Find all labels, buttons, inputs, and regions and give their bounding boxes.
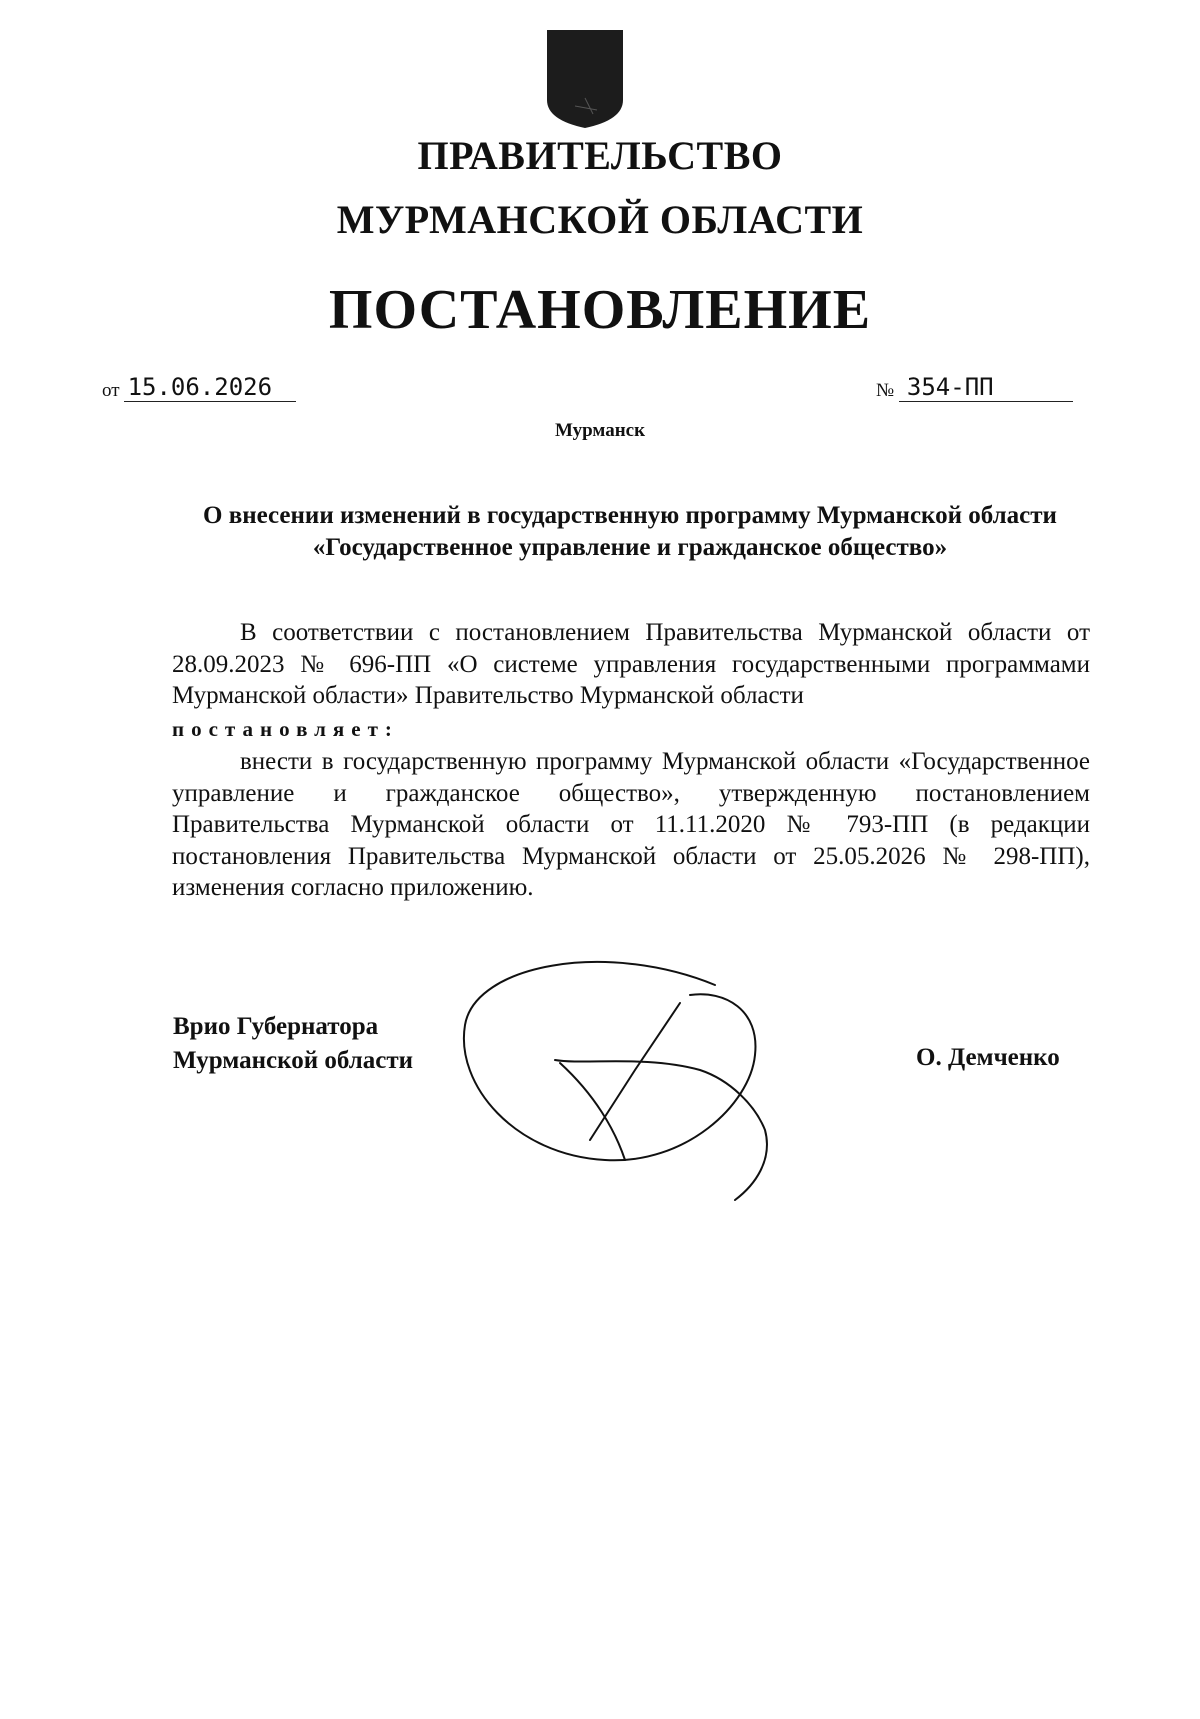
body-paragraph-2: внести в государственную программу Мурманской области «Государственное управление и гражданское общество», утвержденную постановлением Правительства Мурманской области от 11.11.2020 № 793-ПП (в редакции постановления Правительства Мурманской области от 25.05.2026 № 298-ПП), изменения согласно приложению.	[172, 748, 1090, 901]
signer-position	[173, 1010, 413, 1078]
signer-position-line1: Врио Губернатора	[173, 1013, 379, 1040]
body-paragraph-1: В соответствии с постановлением Правительства Мурманской области от 28.09.2023 № 696-ПП «О системе управления государственными программами Мурманской области» Правительство Мурманской области	[172, 619, 1090, 709]
handwritten-signature	[455, 955, 855, 1215]
document-number: 354-ПП	[899, 373, 1073, 402]
document-subject: О внесении изменений в государственную программу Мурманской области «Государственное управление и гражданское общество»	[203, 502, 1057, 561]
date-prefix: от	[102, 380, 120, 401]
coat-of-arms-icon	[545, 28, 625, 130]
date-row	[102, 373, 296, 402]
document-date: 15.06.2026	[124, 373, 296, 402]
number-row	[876, 373, 1073, 402]
organization-name-line1: ПРАВИТЕЛЬСТВО	[417, 133, 783, 178]
signer-position-line2: Мурманской области	[173, 1047, 414, 1074]
decree-word: постановляет:	[172, 717, 399, 741]
document-type-title: ПОСТАНОВЛЕНИЕ	[328, 279, 872, 341]
signer-name: О. Демченко	[916, 1044, 1060, 1071]
organization-name-line2: МУРМАНСКОЙ ОБЛАСТИ	[336, 197, 864, 242]
number-prefix: №	[876, 380, 895, 401]
city-name: Мурманск	[554, 420, 646, 441]
